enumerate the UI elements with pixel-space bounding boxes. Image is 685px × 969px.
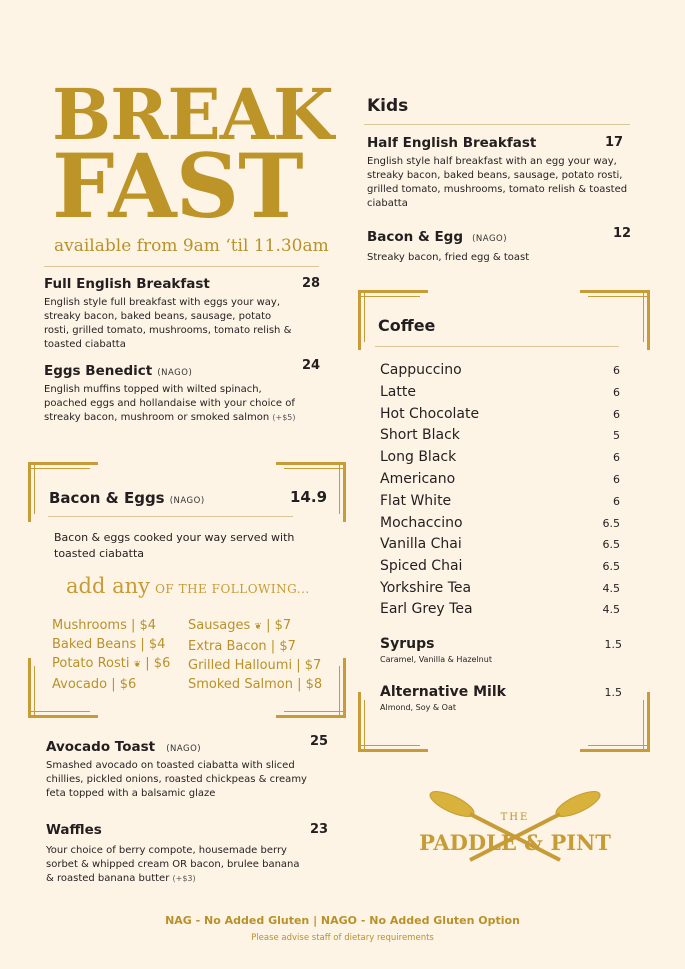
addon-rosti-label: Potato Rosti — [52, 656, 130, 671]
syrups-title: Syrups — [380, 636, 435, 652]
addon-item: Avocado | $6 — [52, 677, 137, 692]
item-price: 24 — [302, 358, 321, 373]
coffee-row — [380, 427, 620, 449]
syrups-section — [380, 636, 622, 664]
addon-item: Extra Bacon | $7 — [188, 639, 296, 654]
nago-tag: (NAGO) — [157, 368, 193, 378]
syrups-price: 1.5 — [604, 638, 622, 651]
bacon-eggs-price: 14.9 — [290, 488, 328, 506]
crossed-paddles-icon — [400, 786, 630, 870]
drink-name: Flat White — [380, 493, 452, 509]
gluten-free-leaf-icon: ❦ — [254, 622, 262, 632]
paddle-pint-logo — [400, 786, 630, 870]
milk-description: Almond, Soy & Oat — [380, 703, 456, 712]
item-description: English muffins topped with wilted spinach, poached eggs and hollandaise with your choice of streaky bacon, mushroom or smoked salmon — [44, 384, 295, 423]
item-title: Avocado Toast — [46, 739, 156, 755]
drink-name: Earl Grey Tea — [380, 601, 473, 617]
bacon-eggs-description: Bacon & eggs cooked your way served with toasted ciabatta — [54, 531, 295, 560]
drink-name: Cappuccino — [380, 362, 462, 378]
item-description: Smashed avocado on toasted ciabatta with sliced chillies, pickled onions, roasted chickpeas & creamy feta topped with a balsamic glaze — [46, 760, 307, 799]
item-extra-price: (+$3) — [172, 874, 196, 883]
addon-rosti-price: | $6 — [145, 656, 171, 671]
menu-item-full-english — [44, 276, 324, 352]
hero-title-break: BREAK — [52, 73, 333, 156]
item-title: Eggs Benedict — [44, 363, 153, 379]
addon-sausages-label: Sausages — [188, 618, 251, 633]
following-text: OF THE FOLLOWING... — [155, 582, 310, 596]
drink-price: 6 — [613, 386, 620, 399]
kids-item-half-english — [367, 135, 635, 211]
item-price: 17 — [605, 135, 624, 150]
drink-price: 6 — [613, 408, 620, 421]
milk-price: 1.5 — [604, 686, 622, 699]
drink-name: Vanilla Chai — [380, 536, 462, 552]
drink-price: 5 — [613, 429, 620, 442]
item-description: English style full breakfast with eggs your way, streaky bacon, baked beans, sausage, potato rosti, grilled tomato, mushrooms, tomato relish & toasted ciabatta — [44, 297, 292, 350]
drink-price: 6 — [613, 451, 620, 464]
gluten-legend: NAG - No Added Gluten | NAGO - No Added Gluten Option — [165, 914, 520, 927]
item-title: Half English Breakfast — [367, 135, 537, 151]
item-description: English style half breakfast with an egg your way, streaky bacon, baked beans, sausage, potato rosti, grilled tomato, mushrooms, tomato relish & toasted ciabatta — [367, 156, 628, 209]
drink-price: 6.5 — [602, 517, 620, 530]
item-price: 12 — [613, 226, 632, 241]
milk-title: Alternative Milk — [380, 684, 506, 700]
coffee-row — [380, 471, 620, 493]
coffee-row — [380, 493, 620, 515]
syrups-description: Caramel, Vanilla & Hazelnut — [380, 655, 492, 664]
menu-item-waffles — [46, 822, 336, 886]
coffee-row — [380, 449, 620, 471]
coffee-row — [380, 580, 620, 602]
coffee-divider — [375, 346, 619, 347]
coffee-row — [380, 558, 620, 580]
item-title: Waffles — [46, 822, 102, 838]
item-description: Streaky bacon, fried egg & toast — [367, 252, 530, 263]
add-any-text: add any — [66, 574, 150, 598]
add-any-heading — [66, 574, 310, 598]
coffee-row — [380, 601, 620, 623]
coffee-row — [380, 536, 620, 558]
addon-item: Grilled Halloumi | $7 — [188, 658, 322, 673]
addons-right-column — [188, 616, 322, 694]
drink-name: Spiced Chai — [380, 558, 463, 574]
drink-name: Yorkshire Tea — [380, 580, 472, 596]
item-description: Your choice of berry compote, housemade berry sorbet & whipped cream OR bacon, brulee banana & roasted banana butter — [46, 845, 300, 884]
drink-name: Americano — [380, 471, 456, 487]
nago-tag: (NAGO) — [169, 496, 205, 506]
drink-name: Short Black — [380, 427, 460, 443]
item-price: 23 — [310, 822, 329, 837]
bacon-eggs-divider — [48, 516, 293, 517]
coffee-heading: Coffee — [378, 316, 436, 335]
kids-heading: Kids — [367, 96, 409, 116]
drink-price: 4.5 — [602, 582, 620, 595]
drink-price: 6.5 — [602, 538, 620, 551]
item-price: 28 — [302, 276, 321, 291]
gluten-free-leaf-icon: ❦ — [133, 660, 142, 670]
kids-item-bacon-egg — [367, 226, 635, 265]
drink-price: 6 — [613, 495, 620, 508]
coffee-row — [380, 515, 620, 537]
drink-price: 4.5 — [602, 603, 620, 616]
dietary-note: Please advise staff of dietary requirements — [251, 933, 434, 943]
item-title: Bacon & Egg — [367, 229, 464, 245]
item-title: Bacon & Eggs — [49, 489, 165, 507]
logo-the: THE — [500, 812, 530, 823]
addon-item: Mushrooms | $4 — [52, 618, 157, 633]
availability-text: available from 9am ‘til 11.30am — [54, 236, 329, 256]
drink-price: 6 — [613, 473, 620, 486]
hero-divider — [44, 266, 319, 267]
coffee-row — [380, 362, 620, 384]
addon-item: Baked Beans | $4 — [52, 637, 166, 652]
hero-title-fast: FAST — [52, 134, 303, 238]
addon-item: Smoked Salmon | $8 — [188, 677, 323, 692]
milk-section — [380, 684, 622, 712]
addon-item — [188, 616, 322, 637]
drink-price: 6.5 — [602, 560, 620, 573]
kids-divider — [364, 124, 630, 125]
nago-tag: (NAGO) — [472, 234, 508, 244]
coffee-row — [380, 384, 620, 406]
addon-sausages-price: | $7 — [266, 618, 292, 633]
drink-name: Long Black — [380, 449, 457, 465]
bacon-eggs-heading — [49, 488, 205, 507]
menu-item-eggs-benedict — [44, 360, 324, 425]
logo-name: PADDLE & PINT — [419, 830, 611, 855]
coffee-row — [380, 406, 620, 428]
drink-price: 6 — [613, 364, 620, 377]
item-price: 25 — [310, 734, 329, 749]
drink-name: Mochaccino — [380, 515, 463, 531]
menu-item-avocado-toast — [46, 736, 336, 801]
drink-name: Hot Chocolate — [380, 406, 480, 422]
drink-name: Latte — [380, 384, 416, 400]
addons-left-column — [52, 616, 170, 694]
nago-tag: (NAGO) — [166, 744, 202, 754]
addon-item — [52, 654, 170, 675]
item-extra-price: (+$5) — [272, 413, 296, 422]
item-title: Full English Breakfast — [44, 276, 210, 292]
